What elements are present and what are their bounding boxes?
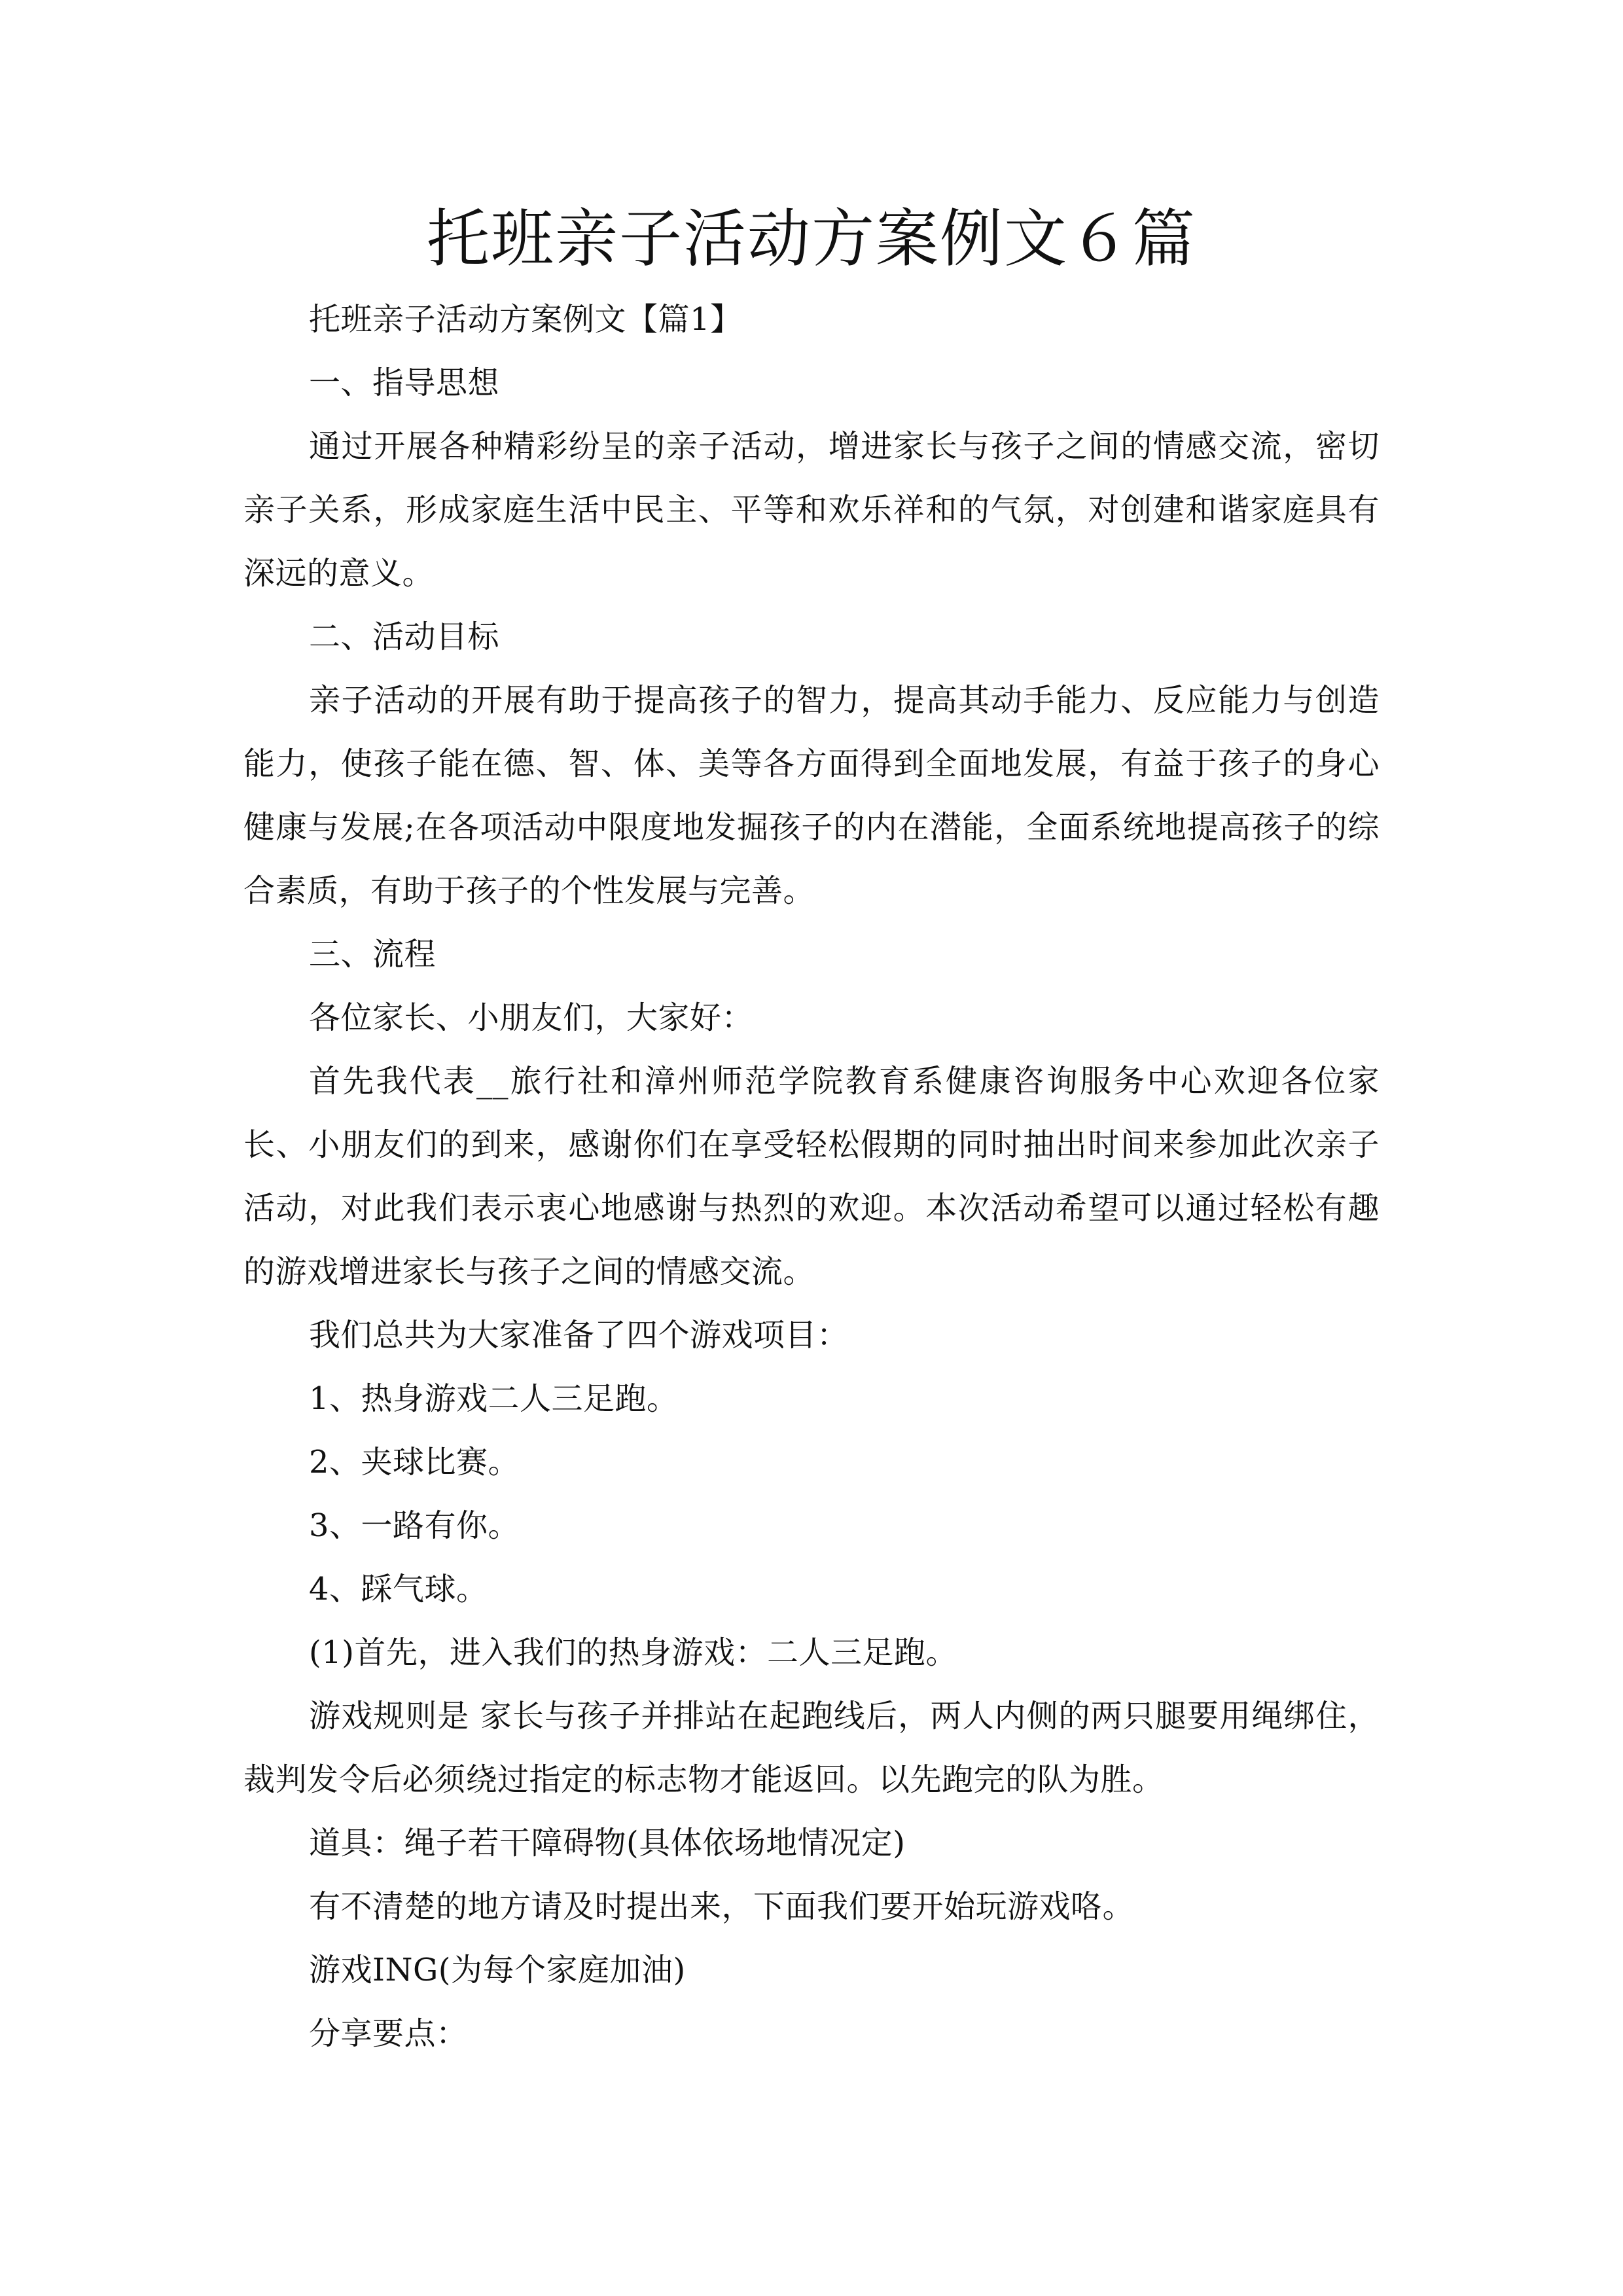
paragraph-warmup-intro: (1)首先，进入我们的热身游戏：二人三足跑。 <box>309 1634 957 1671</box>
section-heading-guiding-ideology: 一、指导思想 <box>309 365 500 401</box>
document-body <box>243 288 1380 2066</box>
paragraph-props: 道具：绳子若干障碍物(具体依场地情况定) <box>309 1825 906 1861</box>
list-item-game-2: 2、夹球比赛。 <box>309 1444 520 1480</box>
section-heading-activity-goals: 二、活动目标 <box>309 619 500 655</box>
paragraph-guiding-ideology: 通过开展各种精彩纷呈的亲子活动，增进家长与孩子之间的情感交流，密切亲子关系，形成家庭生活中民主、平等和欢乐祥和的气氛，对创建和谐家庭具有深远的意义。 <box>243 428 1380 592</box>
paragraph-sharing-points: 分享要点： <box>309 2015 468 2052</box>
list-item-game-3: 3、一路有你。 <box>309 1507 520 1544</box>
paragraph-activity-goals: 亲子活动的开展有助于提高孩子的智力，提高其动手能力、反应能力与创造能力，使孩子能在德、智、体、美等各方面得到全面地发展，有益于孩子的身心健康与发展;在各项活动中限度地发掘孩子的内在潜能，全面系统地提高孩子的综合素质，有助于孩子的个性发展与完善。 <box>243 682 1380 909</box>
section-heading-article-1: 托班亲子活动方案例文【篇1】 <box>309 301 742 338</box>
paragraph-questions: 有不清楚的地方请及时提出来，下面我们要开始玩游戏咯。 <box>309 1888 1135 1925</box>
section-heading-process: 三、流程 <box>309 936 437 973</box>
paragraph-greeting: 各位家长、小朋友们，大家好： <box>309 999 754 1036</box>
paragraph-game-rules: 游戏规则是 家长与孩子并排站在起跑线后，两人内侧的两只腿要用绳绑住，裁判发令后必须绕过指定的标志物才能返回。以先跑完的队为胜。 <box>243 1698 1380 1798</box>
list-item-game-1: 1、热身游戏二人三足跑。 <box>309 1380 679 1417</box>
document-title: 托班亲子活动方案例文６篇 <box>427 202 1196 276</box>
list-item-game-4: 4、踩气球。 <box>309 1571 488 1607</box>
paragraph-game-ing: 游戏ING(为每个家庭加油) <box>309 1952 686 1988</box>
paragraph-games-intro: 我们总共为大家准备了四个游戏项目： <box>309 1317 849 1354</box>
paragraph-welcome: 首先我代表__旅行社和漳州师范学院教育系健康咨询服务中心欢迎各位家长、小朋友们的到来，感谢你们在享受轻松假期的同时抽出时间来参加此次亲子活动，对此我们表示衷心地感谢与热烈的欢迎。本次活动希望可以通过轻松有趣的游戏增进家长与孩子之间的情感交流。 <box>243 1063 1380 1290</box>
